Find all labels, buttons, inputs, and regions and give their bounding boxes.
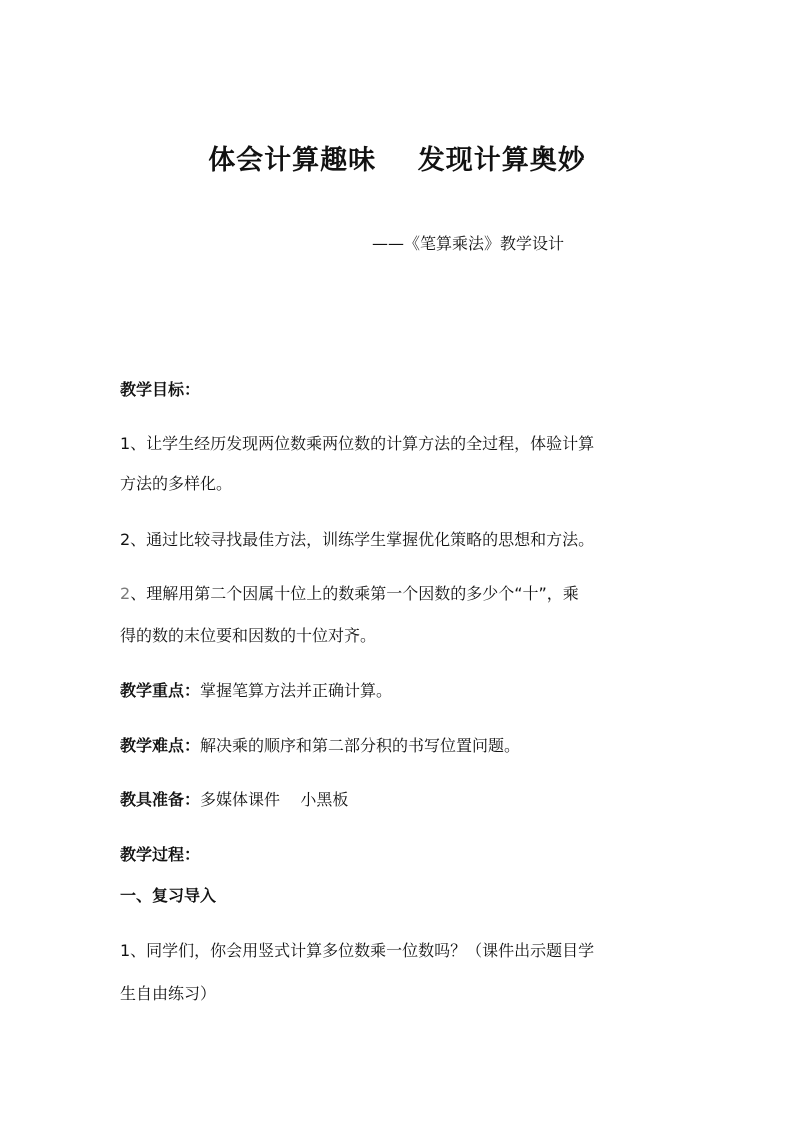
goal-3-number: 2 xyxy=(120,584,131,603)
goal-1-line-2: 方法的多样化。 xyxy=(120,474,233,493)
materials-label: 教具准备： xyxy=(120,790,201,809)
materials-text: 多媒体课件 小黑板 xyxy=(200,790,349,809)
goal-3-line-1 xyxy=(120,584,579,604)
process-heading: 教学过程： xyxy=(120,845,201,864)
goal-1-line-1: 1、让学生经历发现两位数乘两位数的计算方法的全过程，体验计算 xyxy=(120,434,595,453)
key-point-line xyxy=(120,681,392,701)
process-item-1-line-2: 生自由练习） xyxy=(120,984,217,1003)
difficulty-line xyxy=(120,736,520,756)
process-item-1-line-1: 1、同学们，你会用竖式计算多位数乘一位数吗？（课件出示题目学 xyxy=(120,941,595,960)
difficulty-label: 教学难点： xyxy=(120,736,201,755)
key-point-text: 掌握笔算方法并正确计算。 xyxy=(200,681,393,700)
document-subtitle: ——《笔算乘法》教学设计 xyxy=(372,234,565,253)
goal-2: 2、通过比较寻找最佳方法，训练学生掌握优化策略的思想和方法。 xyxy=(120,530,595,549)
goal-3-line-2: 得的数的末位要和因数的十位对齐。 xyxy=(120,626,377,645)
section-1-heading: 一、复习导入 xyxy=(120,886,217,905)
document-title: 体会计算趣味 发现计算奥妙 xyxy=(208,145,586,176)
key-point-label: 教学重点： xyxy=(120,681,201,700)
difficulty-text: 解决乘的顺序和第二部分积的书写位置问题。 xyxy=(200,736,521,755)
goals-heading: 教学目标： xyxy=(120,380,201,399)
goal-3-text: 、理解用第二个因属十位上的数乘第一个因数的多少个“十”，乘 xyxy=(130,584,579,603)
materials-line xyxy=(120,790,348,810)
